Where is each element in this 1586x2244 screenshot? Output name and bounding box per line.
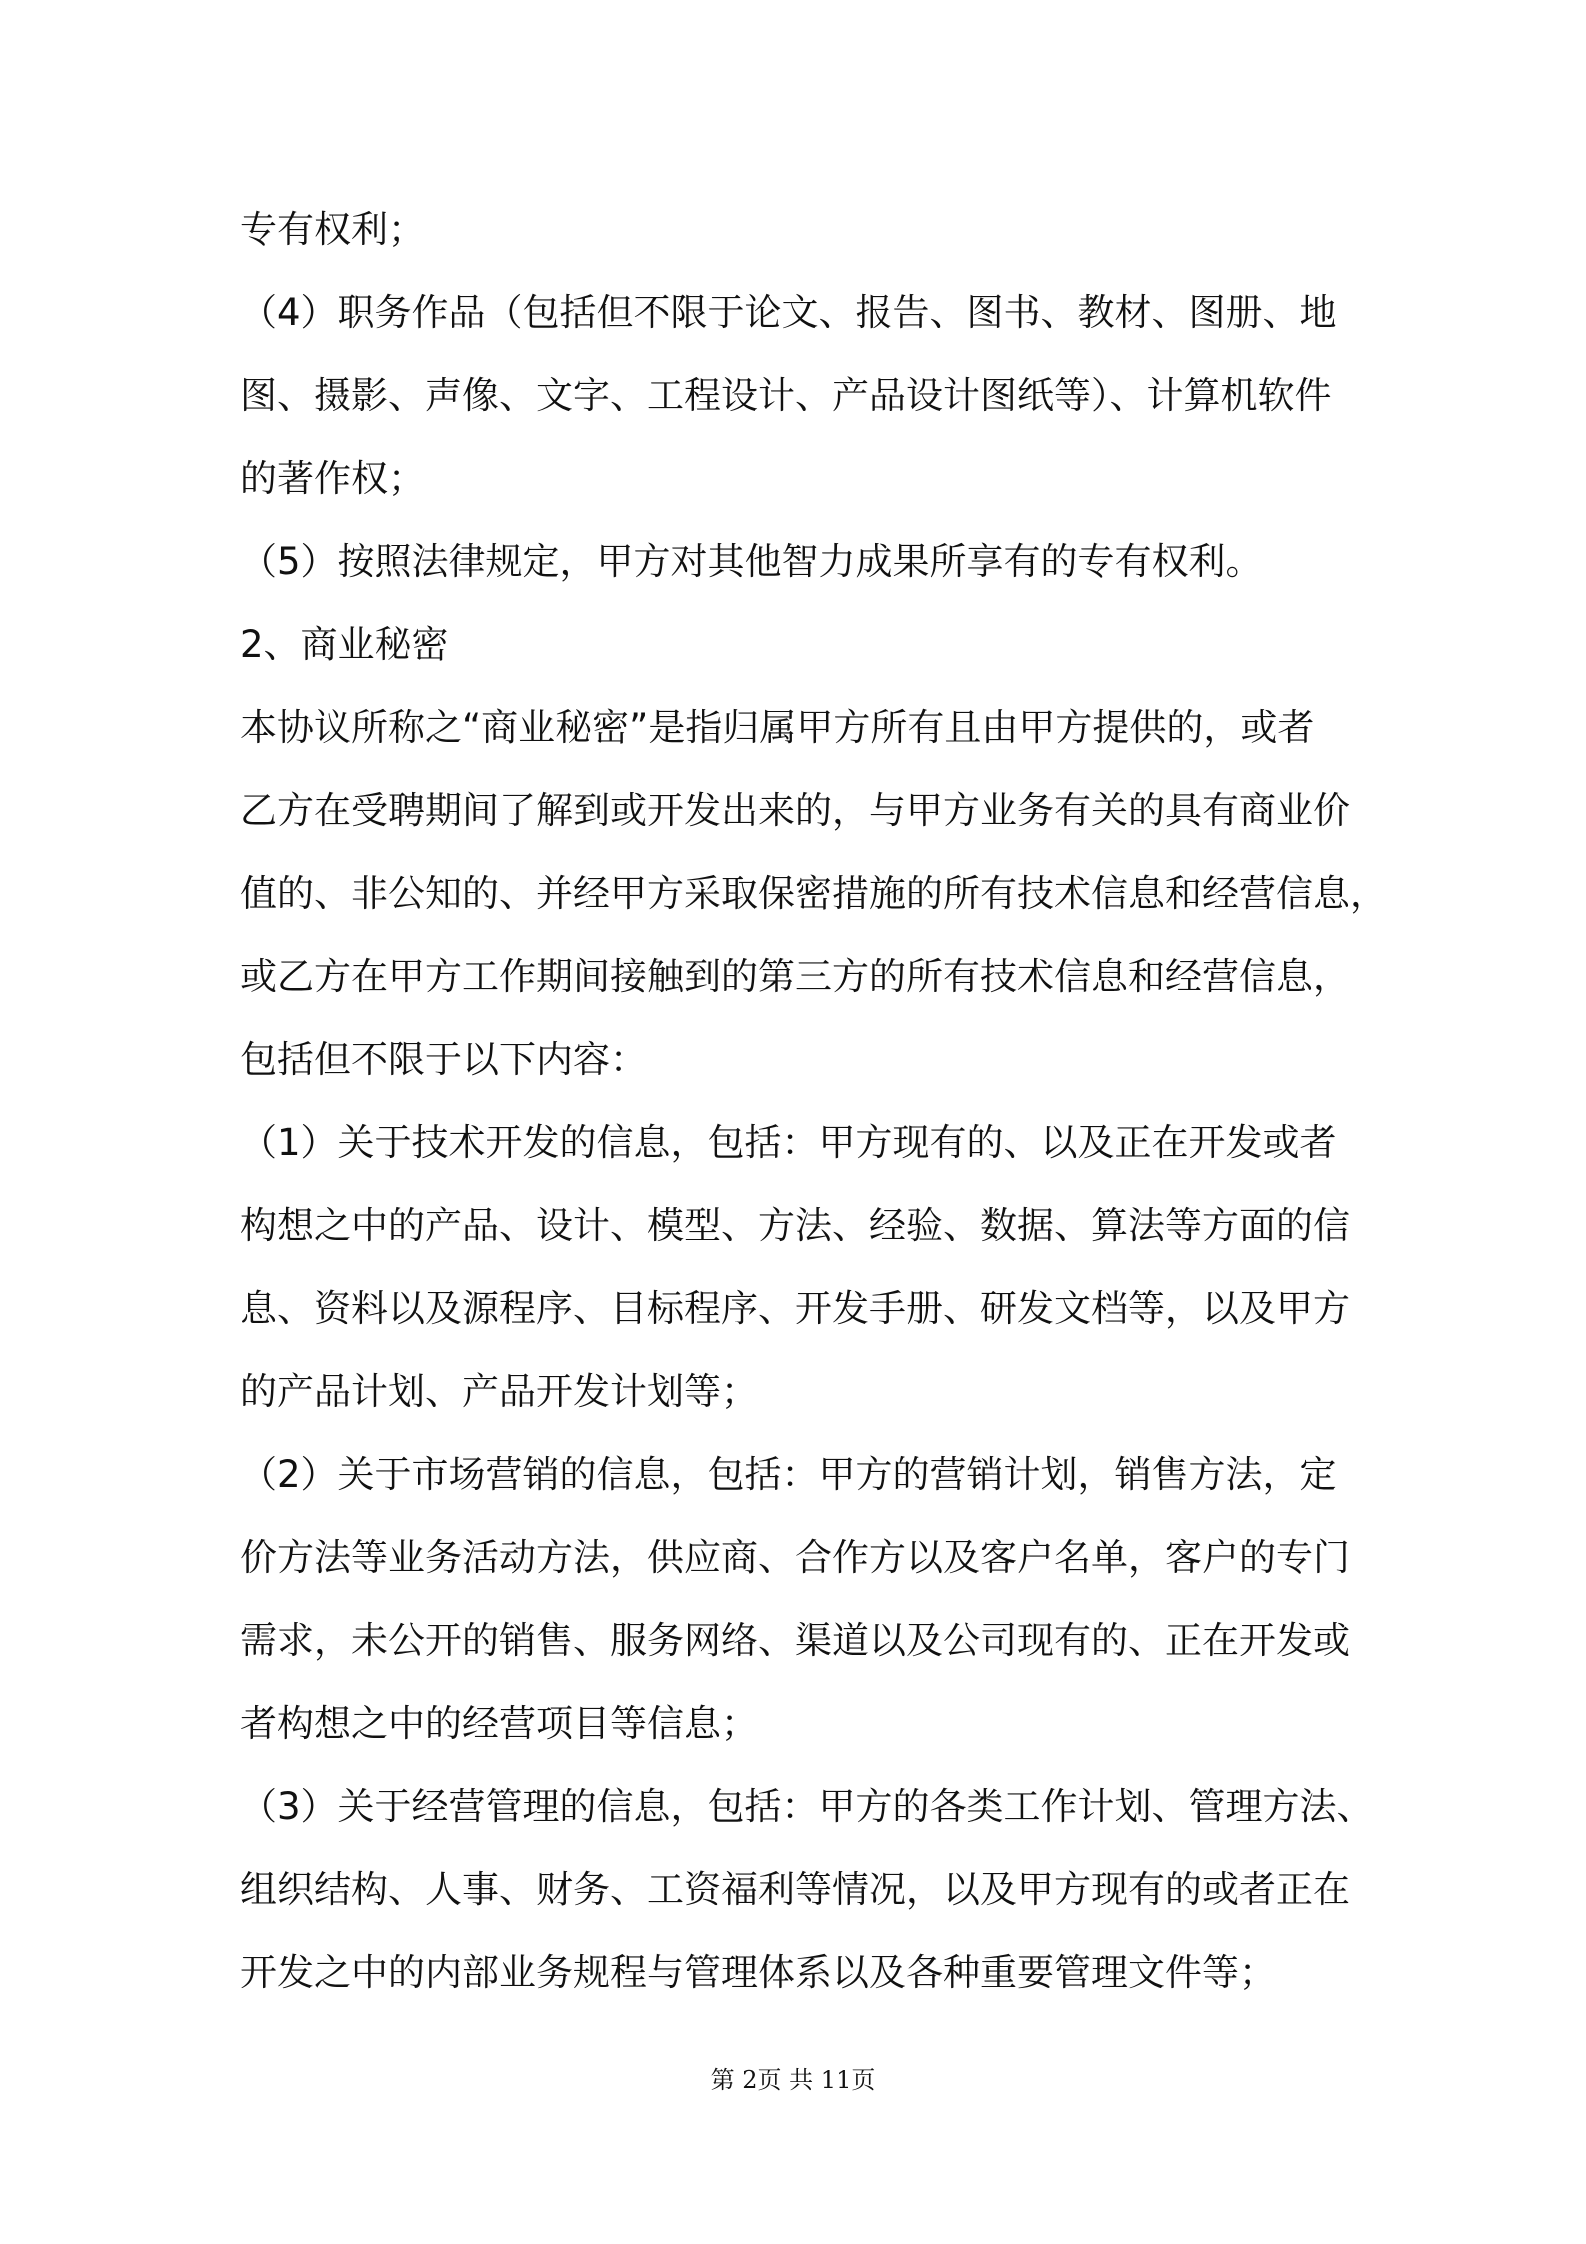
text-line: 乙方在受聘期间了解到或开发出来的，与甲方业务有关的具有商业价 xyxy=(240,789,1350,832)
text-line: 需求，未公开的销售、服务网络、渠道以及公司现有的、正在开发或 xyxy=(240,1619,1350,1662)
text-line: 者构想之中的经营项目等信息； xyxy=(240,1702,758,1745)
text-line: 包括但不限于以下内容： xyxy=(240,1038,647,1081)
text-line: （5）按照法律规定，甲方对其他智力成果所享有的专有权利。 xyxy=(240,540,1263,583)
text-line: （4）职务作品（包括但不限于论文、报告、图书、教材、图册、地 xyxy=(240,291,1337,334)
text-line: 图、摄影、声像、文字、工程设计、产品设计图纸等）、计算机软件 xyxy=(240,374,1332,417)
text-line: 开发之中的内部业务规程与管理体系以及各种重要管理文件等； xyxy=(240,1951,1276,1994)
text-line: 组织结构、人事、财务、工资福利等情况，以及甲方现有的或者正在 xyxy=(240,1868,1350,1911)
text-line: 专有权利； xyxy=(240,208,425,251)
section-heading: 2、商业秘密 xyxy=(240,623,449,666)
text-line: 值的、非公知的、并经甲方采取保密措施的所有技术信息和经营信息， xyxy=(240,872,1387,915)
text-line: 本协议所称之“商业秘密”是指归属甲方所有且由甲方提供的，或者 xyxy=(240,706,1315,749)
text-line: 或乙方在甲方工作期间接触到的第三方的所有技术信息和经营信息， xyxy=(240,955,1350,998)
text-line: 的产品计划、产品开发计划等； xyxy=(240,1370,758,1413)
text-line: （2）关于市场营销的信息，包括：甲方的营销计划，销售方法，定 xyxy=(240,1453,1337,1496)
text-line: 构想之中的产品、设计、模型、方法、经验、数据、算法等方面的信 xyxy=(240,1204,1350,1247)
text-line: 价方法等业务活动方法，供应商、合作方以及客户名单，客户的专门 xyxy=(240,1536,1350,1579)
text-line: （1）关于技术开发的信息，包括：甲方现有的、以及正在开发或者 xyxy=(240,1121,1337,1164)
text-line: 的著作权； xyxy=(240,457,425,500)
text-line: 息、资料以及源程序、目标程序、开发手册、研发文档等，以及甲方 xyxy=(240,1287,1350,1330)
text-line: （3）关于经营管理的信息，包括：甲方的各类工作计划、管理方法、 xyxy=(240,1785,1374,1828)
page-number-footer: 第 2页 共 11页 xyxy=(710,2066,876,2094)
